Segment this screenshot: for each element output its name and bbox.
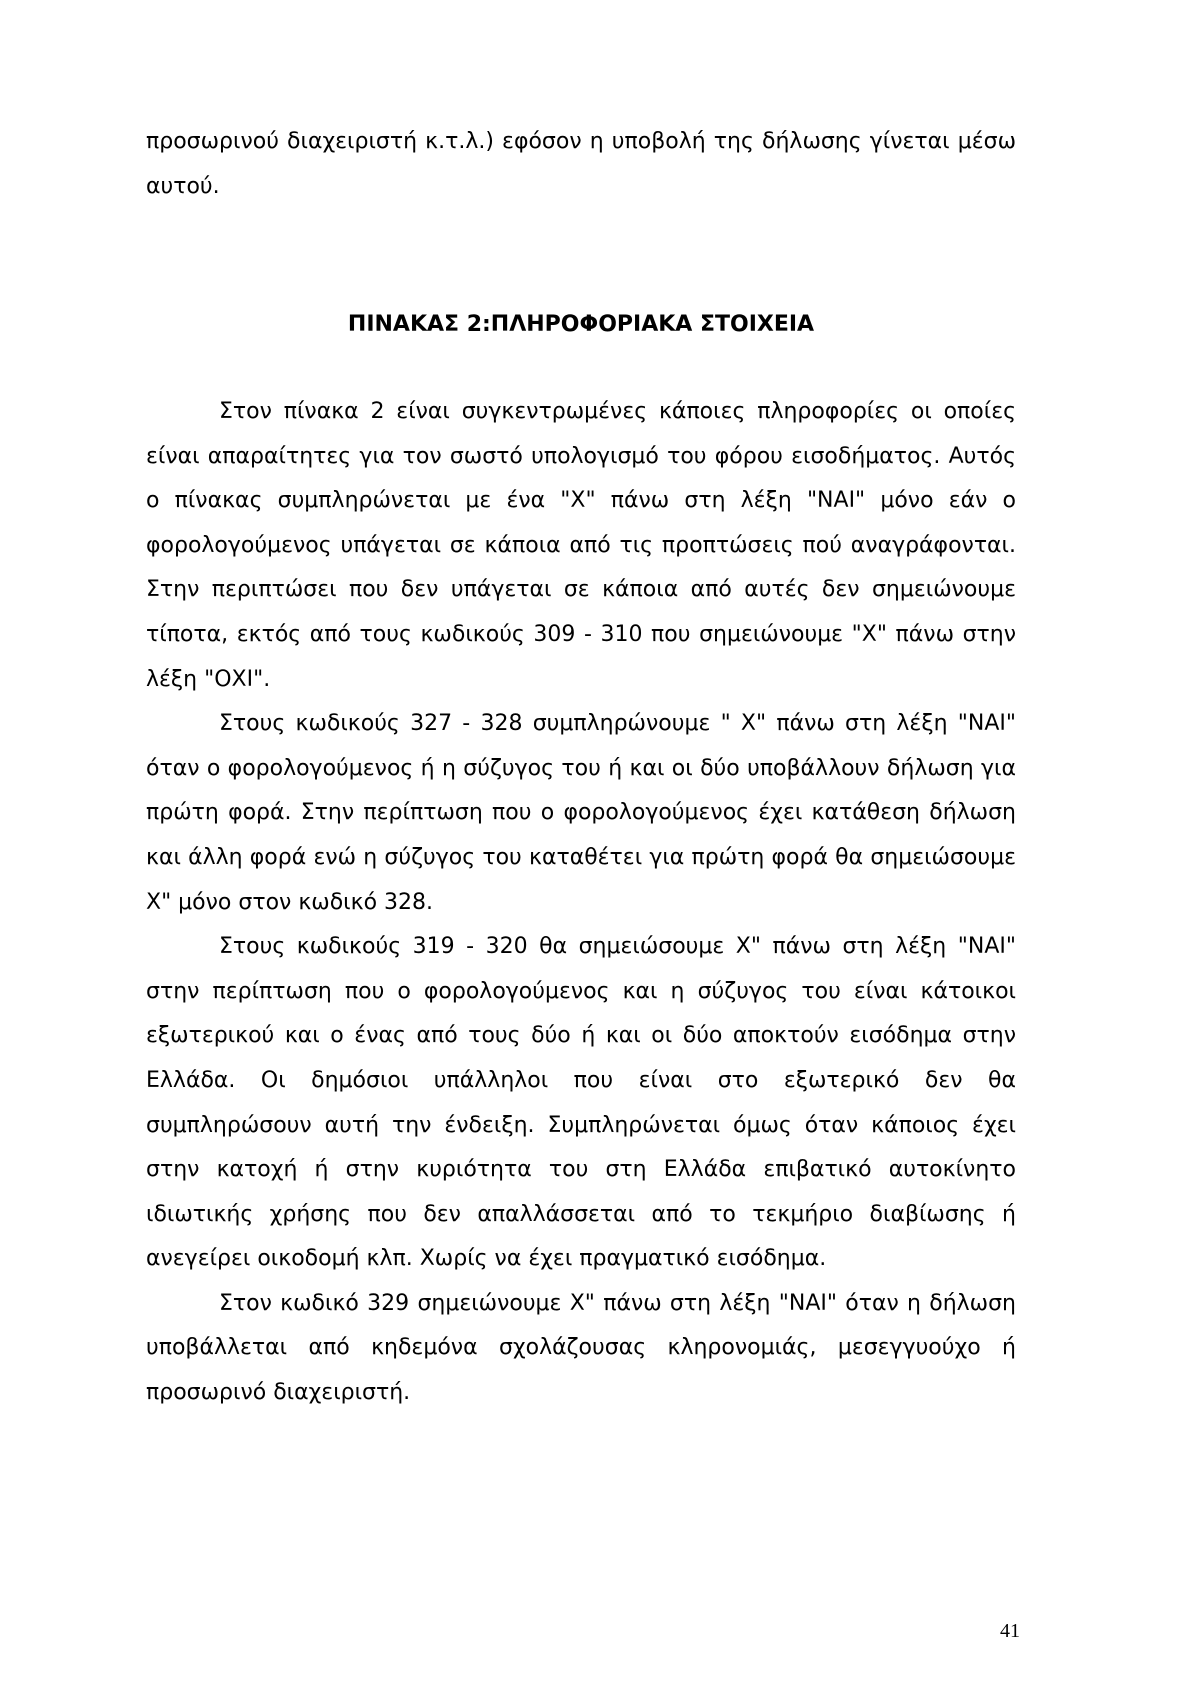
paragraph-1: Στον πίνακα 2 είναι συγκεντρωμένες κάποιες πληροφορίες οι οποίες είναι απαραίτητες για τον σωστό υπολογισμό του φόρου εισοδήματος. Αυτός ο πίνακας συμπληρώνεται με ένα "Χ" πάνω στη λέξη "ΝΑΙ" μόνο εάν ο φορολογούμενος υπάγεται σε κάποια από τις προπτώσεις πού αναγράφονται. Στην περιπτώσει που δεν υπάγεται σε κάποια από αυτές δεν σημειώνουμε τίποτα, εκτός από τους κωδικούς 309 - 310 που σημειώνουμε "Χ" πάνω στην λέξη "ΟΧΙ". bbox=[146, 399, 1016, 692]
intro-paragraph: προσωρινού διαχειριστή κ.τ.λ.) εφόσον η υποβολή της δήλωσης γίνεται μέσω αυτού. bbox=[146, 129, 1016, 199]
paragraph-2: Στους κωδικούς 327 - 328 συμπληρώνουμε " Χ" πάνω στη λέξη "ΝΑΙ" όταν ο φορολογούμενος ή η σύζυγος του ή και οι δύο υποβάλλουν δήλωση για πρώτη φορά. Στην περίπτωση που ο φορολογούμενος έχει κατάθεση δήλωση και άλλη φορά ενώ η σύζυγος του καταθέτει για πρώτη φορά θα σημειώσουμε Χ" μόνο στον κωδικό 328. bbox=[146, 711, 1016, 915]
page-number: 41 bbox=[1000, 1620, 1020, 1642]
paragraph-3: Στους κωδικούς 319 - 320 θα σημειώσουμε Χ" πάνω στη λέξη "ΝΑΙ" στην περίπτωση που ο φορολογούμενος και η σύζυγος του είναι κάτοικοι εξωτερικού και ο ένας από τους δύο ή και οι δύο αποκτούν εισόδημα στην Ελλάδα. Οι δημόσιοι υπάλληλοι που είναι στο εξωτερικό δεν θα συμπληρώσουν αυτή την ένδειξη. Συμπληρώνεται όμως όταν κάποιος έχει στην κατοχή ή στην κυριότητα του στη Ελλάδα επιβατικό αυτοκίνητο ιδιωτικής χρήσης που δεν απαλλάσσεται από το τεκμήριο διαβίωσης ή ανεγείρει οικοδομή κλπ. Χωρίς να έχει πραγματικό εισόδημα. bbox=[146, 934, 1016, 1272]
section-body bbox=[146, 390, 1016, 1416]
paragraph-4: Στον κωδικό 329 σημειώνουμε Χ" πάνω στη λέξη "ΝΑΙ" όταν η δήλωση υποβάλλεται από κηδεμόνα σχολάζουσας κληρονομιάς, μεσεγγυούχο ή προσωρινό διαχειριστή. bbox=[146, 1290, 1016, 1406]
section-heading: ΠΙΝΑΚΑΣ 2:ΠΛΗΡΟΦΟΡΙΑΚΑ ΣΤΟΙΧΕΙΑ bbox=[347, 312, 815, 337]
